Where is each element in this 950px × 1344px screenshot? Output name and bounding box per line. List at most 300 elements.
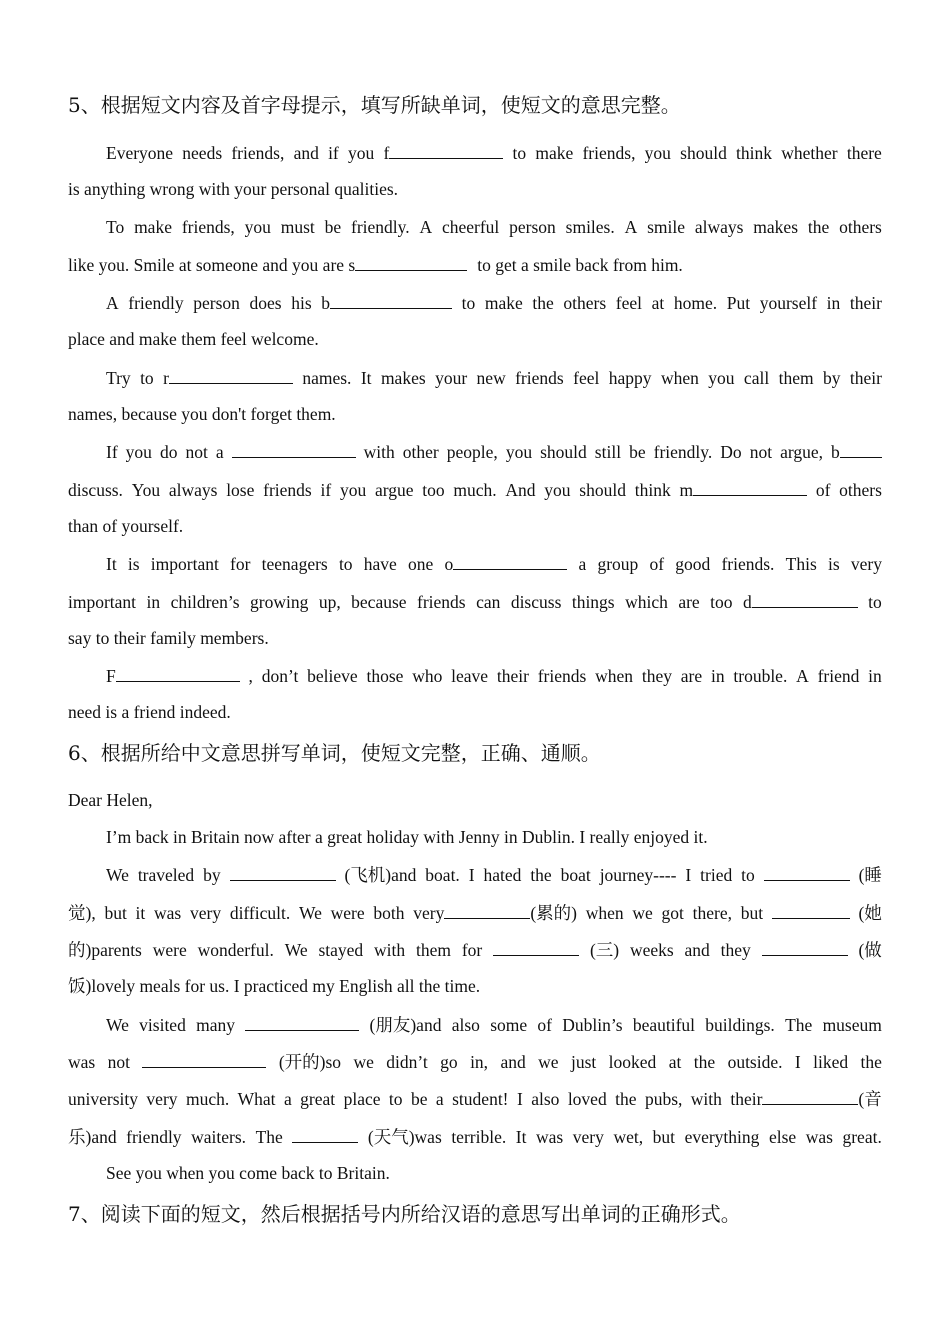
word: too — [710, 592, 733, 612]
word: by — [203, 865, 221, 885]
q6-line-5: 饭)lovely meals for us. I practiced my English all the time. — [68, 976, 481, 996]
word: both — [373, 903, 405, 923]
word: Dublin’s — [562, 1015, 623, 1035]
word: friends, — [231, 143, 285, 163]
word: trouble. — [733, 666, 788, 686]
word: if — [320, 480, 332, 500]
q5-line-1 — [68, 140, 882, 165]
word: smile — [647, 217, 685, 237]
word: tried — [700, 865, 733, 885]
word: a — [578, 554, 587, 574]
word: children’s — [170, 592, 240, 612]
word: place — [343, 1089, 381, 1109]
word: makes — [753, 217, 799, 237]
word: names. — [302, 368, 352, 388]
word: a — [435, 1089, 444, 1109]
word: to — [512, 143, 527, 163]
word: feel — [573, 368, 600, 388]
word: are — [678, 592, 700, 612]
word: friends, — [582, 143, 636, 163]
word: think — [634, 480, 671, 500]
word: A — [796, 666, 809, 686]
word: university — [68, 1089, 138, 1109]
word: was — [154, 903, 182, 923]
word: Try — [106, 368, 131, 388]
hint-letter: b — [321, 293, 331, 313]
answer-blank[interactable] — [232, 439, 356, 458]
word: , — [248, 666, 253, 686]
word: call — [743, 368, 770, 388]
word: but — [652, 1127, 676, 1147]
word: they — [641, 666, 672, 686]
word: who — [412, 666, 443, 686]
word: journey---- — [599, 865, 677, 885]
word: in — [146, 592, 161, 612]
answer-blank[interactable] — [116, 663, 240, 682]
hint-letter: r — [163, 368, 169, 388]
word: too — [422, 480, 445, 500]
answer-blank[interactable] — [230, 862, 336, 881]
word: the — [532, 293, 554, 313]
q5-line-12 — [68, 551, 882, 576]
word: friends — [537, 666, 587, 686]
word: 觉), — [68, 903, 96, 923]
word: friends — [263, 480, 312, 500]
word: to — [741, 865, 755, 885]
word: do — [159, 442, 178, 462]
q5-line-7 — [68, 365, 882, 390]
word: should — [540, 442, 587, 462]
word: with — [690, 1089, 722, 1109]
word: should — [579, 480, 626, 500]
word: outside. — [727, 1052, 783, 1072]
text-run: like you. Smile at someone and you are s — [68, 255, 356, 275]
q6-line-9 — [68, 1124, 882, 1149]
word: teenagers — [261, 554, 328, 574]
word: things — [571, 592, 615, 612]
word: important — [68, 592, 137, 612]
q5-line-14: say to their family members. — [68, 628, 269, 648]
word: 乐)and — [68, 1127, 117, 1147]
word: Do — [720, 442, 742, 462]
word: The — [255, 1127, 283, 1147]
word: good — [675, 554, 711, 574]
word: by — [823, 368, 841, 388]
word: when — [660, 368, 699, 388]
blank-8 — [445, 551, 568, 576]
word: boat — [560, 865, 591, 885]
word: growing — [250, 592, 309, 612]
hint-letter: d — [742, 592, 752, 612]
word: wet, — [613, 1127, 644, 1147]
blank-10 — [106, 663, 240, 688]
word: which — [625, 592, 668, 612]
word: we — [353, 1052, 374, 1072]
word: the — [530, 865, 552, 885]
word: looked — [608, 1052, 657, 1072]
word: If — [106, 442, 118, 462]
answer-blank[interactable] — [764, 862, 850, 881]
word: friendly. — [653, 442, 713, 462]
word: you — [505, 442, 533, 462]
answer-blank[interactable] — [453, 551, 567, 570]
word: was — [68, 1052, 96, 1072]
word: feel — [615, 293, 642, 313]
q6-line-6 — [68, 1012, 882, 1037]
word: whether — [781, 143, 838, 163]
word: your — [435, 368, 468, 388]
q6-line-2 — [68, 862, 882, 887]
q5-line-2: is anything wrong with your personal qualities. — [68, 179, 399, 199]
word: in — [868, 666, 882, 686]
word: people, — [446, 442, 498, 462]
word: to — [338, 554, 353, 574]
word: person — [193, 293, 240, 313]
word: A — [624, 217, 638, 237]
word: student! — [452, 1089, 509, 1109]
word: not — [749, 442, 773, 462]
answer-blank[interactable] — [772, 900, 850, 919]
word: I — [685, 865, 692, 885]
word: argue — [374, 480, 414, 500]
word: cheerful — [441, 217, 500, 237]
answer-blank[interactable] — [493, 937, 579, 956]
word: The — [785, 1015, 813, 1035]
word: there, — [692, 903, 732, 923]
word: make — [535, 143, 574, 163]
word: didn’t — [386, 1052, 428, 1072]
word: other — [402, 442, 439, 462]
word: when — [595, 666, 634, 686]
answer-blank[interactable] — [389, 140, 503, 159]
answer-blank[interactable] — [330, 290, 452, 309]
word: argue, — [780, 442, 823, 462]
word: A — [106, 293, 119, 313]
q5-line-11: than of yourself. — [68, 516, 184, 536]
word: not — [185, 442, 208, 462]
word: buildings. — [705, 1015, 775, 1035]
answer-blank[interactable] — [693, 477, 807, 496]
word: not — [107, 1052, 130, 1072]
word: in — [710, 666, 725, 686]
answer-blank[interactable] — [355, 252, 467, 271]
word: at — [668, 1052, 682, 1072]
word: were — [330, 903, 365, 923]
word: pubs, — [644, 1089, 683, 1109]
word: weeks — [629, 940, 674, 960]
word: was — [536, 1127, 564, 1147]
word: you — [544, 480, 571, 500]
word: wonderful. — [197, 940, 274, 960]
word: (飞机)and — [344, 865, 417, 885]
word: loved — [567, 1089, 607, 1109]
word: friends, — [181, 217, 235, 237]
word: others — [839, 217, 882, 237]
question-7-title: 7、阅读下面的短文，然后根据括号内所给汉语的意思写出单词的正确形式。 — [68, 1202, 741, 1226]
word: there — [846, 143, 882, 163]
word: terrible. — [451, 1127, 507, 1147]
hint-letter: m — [679, 480, 694, 500]
answer-blank[interactable] — [762, 937, 848, 956]
word: visited — [139, 1015, 186, 1035]
word: friends. — [721, 554, 775, 574]
blank-9 — [743, 589, 858, 614]
word: a — [283, 1089, 292, 1109]
word: (朋友)and — [369, 1015, 442, 1035]
word: boat. — [425, 865, 460, 885]
word: is — [127, 554, 140, 574]
word: lose — [226, 480, 255, 500]
word: of — [649, 554, 665, 574]
word: 的)parents — [68, 940, 142, 960]
blank-4 — [163, 365, 293, 390]
word: makes — [380, 368, 426, 388]
word: We — [106, 865, 129, 885]
word: to — [140, 368, 154, 388]
word: have — [363, 554, 397, 574]
word: great — [300, 1089, 336, 1109]
word: We — [284, 940, 308, 960]
word: I — [794, 1052, 801, 1072]
answer-blank[interactable] — [292, 1124, 358, 1143]
word: It — [106, 554, 117, 574]
word: smiles. — [565, 217, 615, 237]
answer-blank[interactable] — [840, 439, 882, 458]
word: friendly — [128, 293, 184, 313]
q5-line-4 — [68, 252, 882, 277]
word: does — [249, 293, 282, 313]
word: (睡 — [858, 865, 882, 885]
word: you — [708, 368, 735, 388]
word: I — [468, 865, 475, 885]
word: but — [740, 903, 764, 923]
word: we — [538, 1052, 559, 1072]
word: (天气)was — [367, 1127, 442, 1147]
hint-letter: f — [383, 143, 390, 163]
word: think — [736, 143, 773, 163]
word: great. — [842, 1127, 882, 1147]
word: This — [785, 554, 817, 574]
word: discuss — [510, 592, 562, 612]
q5-line-15 — [68, 663, 882, 688]
word: were — [152, 940, 187, 960]
q5-line-5 — [68, 290, 882, 315]
word: (开的)so — [278, 1052, 342, 1072]
word: much. — [185, 1089, 230, 1109]
word: in — [826, 293, 841, 313]
word: To — [106, 217, 125, 237]
word: many — [196, 1015, 235, 1035]
word: be — [629, 442, 646, 462]
word: to — [461, 293, 476, 313]
q5-line-6: place and make them feel welcome. — [68, 329, 319, 349]
hint-letter: F — [106, 666, 116, 686]
word: very — [572, 1127, 604, 1147]
blank-3 — [321, 290, 452, 315]
hint-chinese: (累的) — [530, 903, 577, 923]
hint-letter: a — [215, 442, 224, 462]
q5-line-16: need is a friend indeed. — [68, 702, 231, 722]
answer-blank[interactable] — [169, 365, 293, 384]
q6-line-7 — [68, 1049, 882, 1074]
answer-blank[interactable] — [762, 1086, 858, 1105]
blank-6 — [831, 439, 882, 464]
word: for — [230, 554, 251, 574]
word: I — [516, 1089, 523, 1109]
word: needs — [182, 143, 223, 163]
word: those — [366, 666, 404, 686]
hint-chinese: (音 — [858, 1089, 882, 1109]
word: the — [860, 1052, 882, 1072]
word: make — [484, 293, 523, 313]
word: their — [730, 1089, 763, 1109]
word: the — [807, 217, 830, 237]
answer-blank[interactable] — [752, 589, 858, 608]
answer-blank[interactable] — [444, 900, 530, 919]
word: friendly — [126, 1127, 182, 1147]
word: Put — [726, 293, 751, 313]
word: if — [328, 143, 339, 163]
word: and — [684, 940, 710, 960]
word: you — [244, 217, 271, 237]
word: also — [451, 1015, 480, 1035]
word: museum — [822, 1015, 882, 1035]
word: A — [419, 217, 433, 237]
word: make — [134, 217, 172, 237]
word: difficult. — [229, 903, 291, 923]
q6-line-8 — [68, 1086, 882, 1111]
q5-line-8: names, because you don't forget them. — [68, 404, 336, 424]
word: We — [106, 1015, 129, 1035]
word: some — [490, 1015, 528, 1035]
word: believe — [307, 666, 358, 686]
word: can — [476, 592, 501, 612]
word: the — [693, 1052, 716, 1072]
q5-line-3 — [68, 215, 882, 239]
word: because — [351, 592, 407, 612]
word: one — [408, 554, 434, 574]
word: with — [374, 940, 406, 960]
word: them — [416, 940, 451, 960]
word: you — [644, 143, 671, 163]
word: very — [413, 903, 445, 923]
word: others — [839, 480, 882, 500]
word: to — [868, 592, 882, 612]
word: their — [849, 368, 882, 388]
word: still — [594, 442, 622, 462]
word: very — [189, 903, 222, 923]
word: traveled — [137, 865, 195, 885]
word: waiters. — [191, 1127, 247, 1147]
word: they — [720, 940, 751, 960]
q5-line-13 — [68, 589, 882, 614]
word: be — [324, 217, 342, 237]
word: to — [388, 1089, 403, 1109]
answer-blank[interactable] — [245, 1012, 359, 1031]
word: beautiful — [632, 1015, 696, 1035]
word: happy — [608, 368, 652, 388]
word: them — [778, 368, 814, 388]
word: just — [570, 1052, 597, 1072]
word: (她 — [858, 903, 882, 923]
word: yourself — [759, 293, 818, 313]
word: at — [651, 293, 665, 313]
q6-line-10: See you when you come back to Britain. — [106, 1163, 390, 1183]
word: everything — [684, 1127, 760, 1147]
word: go — [440, 1052, 458, 1072]
word: but — [104, 903, 127, 923]
word: friendly. — [351, 217, 410, 237]
word: discuss. — [68, 480, 123, 500]
word: the — [615, 1089, 637, 1109]
word: else — [768, 1127, 797, 1147]
word: new — [476, 368, 506, 388]
word: don’t — [261, 666, 299, 686]
word: his — [291, 293, 312, 313]
blank-7 — [679, 477, 807, 502]
word: important — [150, 554, 219, 574]
word: in, — [470, 1052, 489, 1072]
q5-line-9 — [68, 439, 882, 464]
word: was — [805, 1127, 833, 1147]
q6-line-1: I’m back in Britain now after a great holiday with Jenny in Dublin. I really enjoyed it. — [106, 827, 708, 847]
letter-greeting: Dear Helen, — [68, 790, 153, 810]
word: their — [849, 293, 882, 313]
word: should — [680, 143, 727, 163]
word: stayed — [318, 940, 364, 960]
word: and — [293, 143, 319, 163]
word: (三) — [589, 940, 620, 960]
word: up, — [318, 592, 341, 612]
word: friend — [817, 666, 860, 686]
word: is — [827, 554, 840, 574]
question-5-title: 5、根据短文内容及首字母提示，填写所缺单词，使短文的意思完整。 — [68, 93, 681, 117]
word: You — [131, 480, 161, 500]
hint-letter: b — [831, 442, 840, 462]
word: person — [509, 217, 556, 237]
word: when — [585, 903, 624, 923]
q6-line-4 — [68, 937, 882, 962]
word: you — [125, 442, 152, 462]
word: What — [237, 1089, 276, 1109]
word: always — [694, 217, 744, 237]
word: their — [496, 666, 529, 686]
word: of — [815, 480, 831, 500]
word: We — [298, 903, 322, 923]
word: leave — [451, 666, 489, 686]
word: very — [850, 554, 882, 574]
word: It — [515, 1127, 527, 1147]
word: hated — [483, 865, 522, 885]
word: be — [410, 1089, 428, 1109]
word: liked — [813, 1052, 849, 1072]
word: and — [500, 1052, 526, 1072]
word: friends — [515, 368, 564, 388]
q6-line-3 — [68, 900, 882, 925]
word: of — [537, 1015, 552, 1035]
word: group — [597, 554, 639, 574]
word: got — [661, 903, 684, 923]
word: Everyone — [106, 143, 174, 163]
text-run: to get a smile back from him. — [477, 255, 683, 275]
word: we — [632, 903, 653, 923]
answer-blank[interactable] — [142, 1049, 266, 1068]
word: with — [363, 442, 395, 462]
word: for — [461, 940, 483, 960]
word: (做 — [858, 940, 882, 960]
question-6-title: 6、根据所给中文意思拼写单词，使短文完整，正确、通顺。 — [68, 741, 601, 765]
blank-music — [730, 1086, 881, 1111]
